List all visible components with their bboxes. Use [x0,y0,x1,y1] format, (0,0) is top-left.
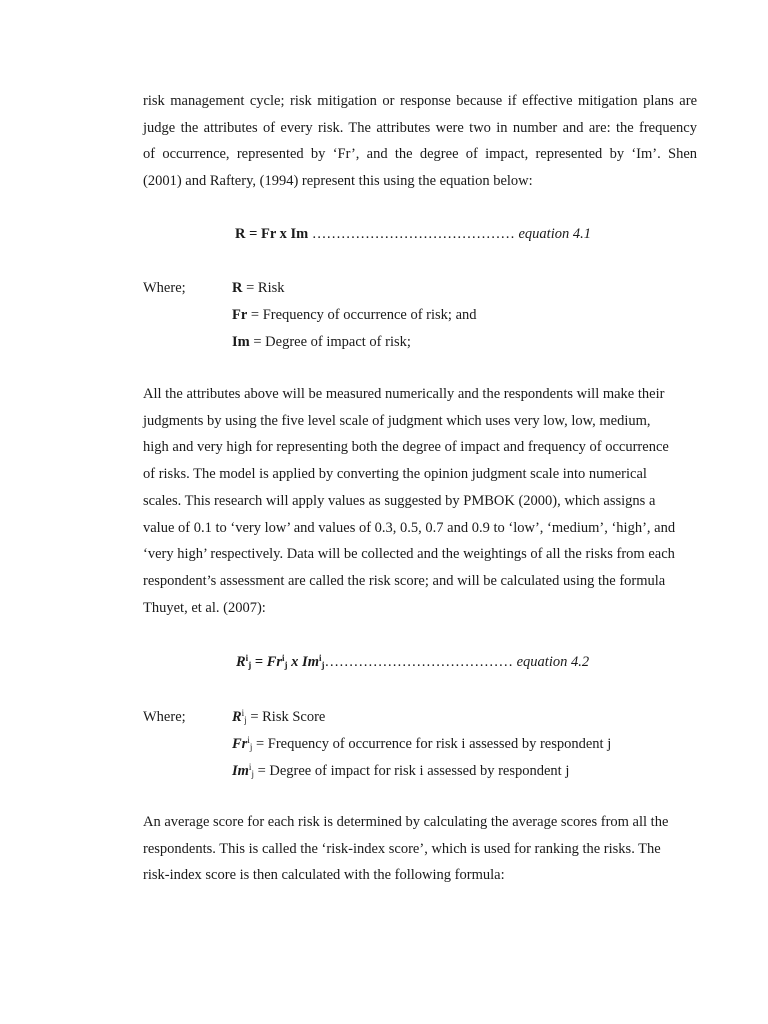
text-line: Thuyet, et al. (2007): [143,599,266,616]
subscript: j [244,715,247,725]
equation-symbol-fr: Fr [266,654,283,670]
definition-text: = Risk Score [246,709,326,725]
definition-impact [232,334,411,351]
text-line: high and very high for representing both the degree of impact and frequency of occurrence [143,439,669,456]
text-line: risk-index score is then calculated with the following formula: [143,867,505,884]
equation-leader-dots: …………………………………… [311,226,515,242]
paragraph-risk-index [143,809,697,889]
text-line: ‘very high’ respectively. Data will be collected and the weightings of all the risks from each [143,546,675,563]
equation-formula: R = Fr x Im [235,226,309,242]
text-line: (2001) and Raftery, (1994) represent this using the equation below: [143,173,533,190]
definition-text: = Frequency of occurrence of risk; and [247,307,477,323]
text-line: respondents. This is called the ‘risk-index score’, which is used for ranking the risks. The [143,840,661,857]
equation-number: equation 4.1 [518,226,591,242]
subscript: j [249,742,253,752]
definition-risk-score [232,709,325,726]
definition-symbol: Fr [232,736,248,752]
definition-text: = Frequency of occurrence for risk i assessed by respondent j [252,736,612,752]
text-line: value of 0.1 to ‘very low’ and values of 0.3, 0.5, 0.7 and 0.9 to ‘low’, ‘medium’, ‘high’, and [143,519,676,536]
definition-impact-risk [232,763,569,780]
where-label: Where; [143,280,186,296]
equation-number: equation 4.2 [516,654,590,670]
paragraph-intro [143,88,697,195]
times-sign: x [287,654,303,670]
subscript: j [284,660,288,670]
definition-risk [232,280,285,297]
definition-text: = Risk [242,280,285,296]
text-line: of risks. The model is applied by converting the opinion judgment scale into numerical [143,466,647,483]
definition-text: = Degree of impact of risk; [249,334,411,350]
definition-symbol: Fr [232,307,248,323]
text-line: scales. This research will apply values as suggested by PMBOK (2000), which assigns a [143,492,656,509]
subscript: j [248,660,252,670]
definition-symbol: Im [232,763,249,779]
definition-symbol: R [232,709,242,725]
equation-4-1 [235,226,591,243]
definition-frequency-risk [232,736,611,753]
text-line: An average score for each risk is determined by calculating the average scores from all the [143,814,669,830]
subscript: j [251,769,254,779]
equation-4-2 [236,654,589,671]
definition-symbol: R [232,280,243,296]
superscript: i [241,708,245,718]
where-label: Where; [143,709,186,725]
paragraph-method [143,381,697,621]
text-line: respondent’s assessment are called the risk score; and will be calculated using the formula [143,572,666,589]
superscript: i [318,653,322,663]
definition-text: = Degree of impact for risk i assessed by respondent j [253,763,570,779]
text-line: of occurrence, represented by ‘Fr’, and the degree of impact, represented by ‘Im’. Shen [143,146,697,163]
superscript: i [248,762,252,772]
equation-symbol-im: Im [302,654,319,670]
equals-sign: = [251,654,267,670]
text-line: risk management cycle; risk mitigation or response because if effective mitigation plans are [143,93,697,109]
equation-leader-dots: ………………………………… [324,654,513,670]
equation-symbol-r: R [236,654,246,670]
superscript: i [247,735,250,745]
subscript: j [321,660,325,670]
superscript: i [245,653,249,663]
text-line: judgments by using the five level scale of judgment which uses very low, low, medium, [143,412,651,429]
superscript: i [282,653,285,663]
definition-frequency [232,307,477,324]
text-line: judge the attributes of every risk. The attributes were two in number and are: the frequency [143,119,697,136]
text-line: All the attributes above will be measured numerically and the respondents will make their [143,386,665,402]
definition-symbol: Im [232,334,250,350]
